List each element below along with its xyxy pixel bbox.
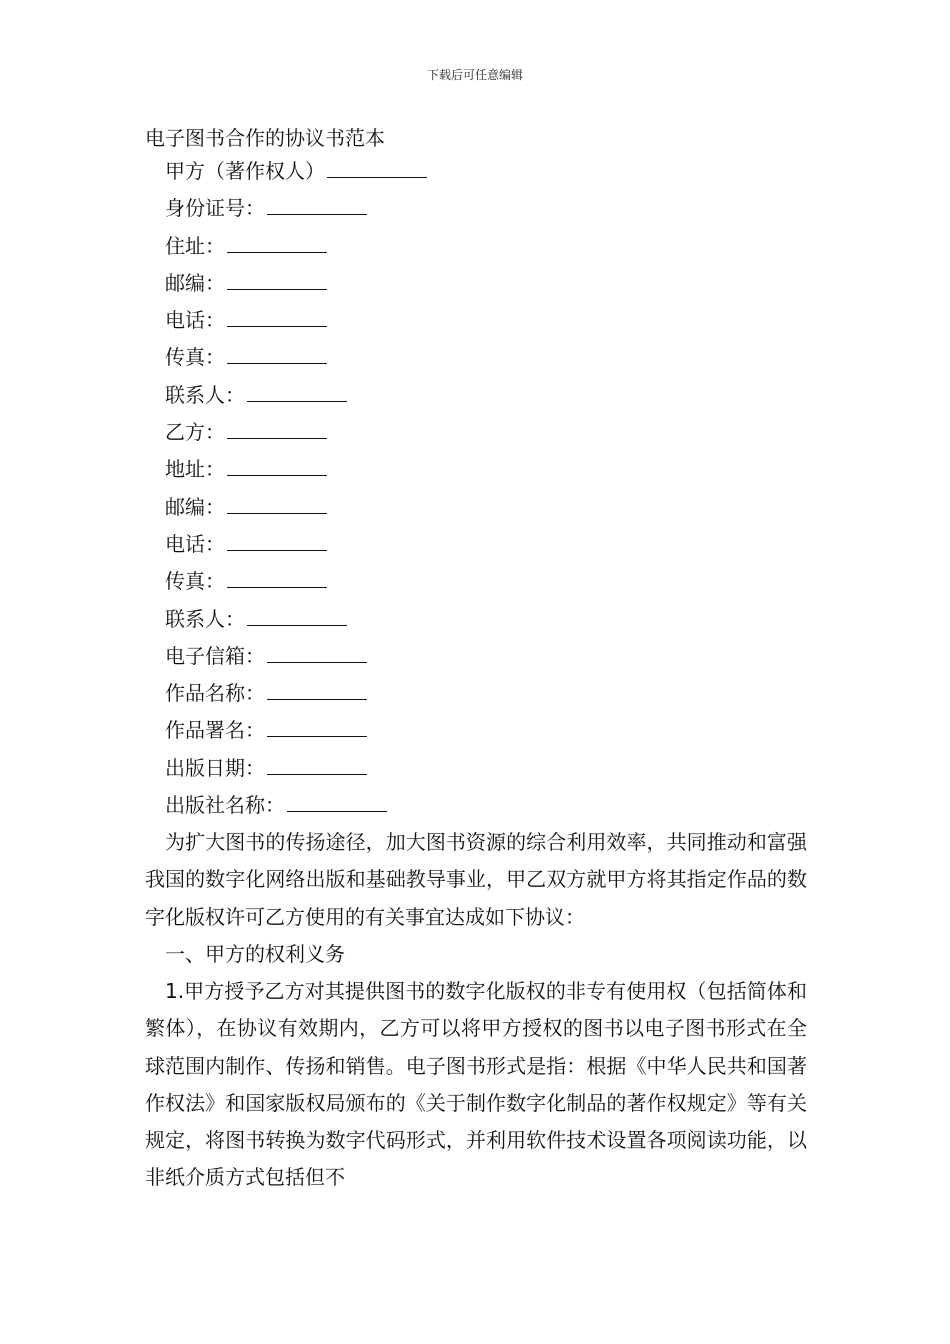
field-label: 邮编： — [165, 494, 225, 519]
fill-blank — [247, 381, 347, 402]
fill-blank — [267, 679, 367, 700]
field-label: 电话： — [165, 531, 225, 556]
field-label: 乙方： — [165, 420, 225, 445]
field-contact-b — [165, 605, 427, 642]
field-email — [165, 642, 427, 679]
fill-blank — [227, 269, 327, 290]
section-heading: 一、甲方的权利义务 — [165, 942, 345, 966]
field-id-number — [165, 194, 427, 231]
fill-blank — [227, 530, 327, 551]
field-label: 作品名称： — [165, 681, 265, 706]
field-label: 电话： — [165, 308, 225, 333]
fill-blank — [287, 791, 387, 812]
fill-blank — [267, 754, 367, 775]
fill-blank — [227, 418, 327, 439]
field-party-b — [165, 418, 427, 455]
fill-blank — [227, 343, 327, 364]
field-label: 电子信箱： — [165, 643, 265, 668]
fill-blank — [227, 455, 327, 476]
page-header: 下载后可任意编辑 — [426, 68, 523, 82]
field-label: 联系人： — [165, 606, 245, 631]
fill-blank — [227, 493, 327, 514]
intro-paragraph: 为扩大图书的传扬途径，加大图书资源的综合利用效率，共同推动和富强我国的数字化网络出版和基础教导事业，甲乙双方就甲方将其指定作品的数字化版权许可乙方使用的有关事宜达成如下协议： — [145, 830, 807, 929]
field-label: 作品署名： — [165, 718, 265, 743]
field-label: 传真： — [165, 345, 225, 370]
field-label: 邮编： — [165, 270, 225, 295]
field-fax-a — [165, 343, 427, 380]
party-info-fields — [165, 157, 427, 828]
fill-blank — [267, 716, 367, 737]
field-address-a — [165, 232, 427, 269]
field-work-title — [165, 679, 427, 716]
clause-paragraph: 1.甲方授予乙方对其提供图书的数字化版权的非专有使用权（包括简体和繁体），在协议有效期内，乙方可以将甲方授权的图书以电子图书形式在全球范围内制作、传扬和销售。电子图书形式是指：根据《中华人民共和国著作权法》和国家版权局颁布的《关于制作数字化制品的著作权规定》等有关规定，将图书转换为数字代码形式，并利用软件技术设置各项阅读功能，以非纸介质方式包括但不 — [145, 979, 807, 1190]
field-label: 身份证号： — [165, 196, 265, 221]
fill-blank — [227, 232, 327, 253]
field-label: 联系人： — [165, 382, 245, 407]
field-label: 地址： — [165, 457, 225, 482]
field-publisher — [165, 791, 427, 828]
field-phone-a — [165, 306, 427, 343]
fill-blank — [227, 306, 327, 327]
field-phone-b — [165, 530, 427, 567]
field-postcode-b — [165, 493, 427, 530]
fill-blank — [227, 567, 327, 588]
field-label: 甲方（著作权人） — [165, 159, 325, 183]
fill-blank — [247, 605, 347, 626]
fill-blank — [327, 157, 427, 178]
field-publish-date — [165, 754, 427, 791]
field-contact-a — [165, 381, 427, 418]
field-label: 住址： — [165, 233, 225, 258]
field-party-a — [165, 157, 427, 194]
field-label: 传真： — [165, 569, 225, 594]
document-title: 电子图书合作的协议书范本 — [145, 126, 385, 150]
field-work-author — [165, 716, 427, 753]
fill-blank — [267, 194, 367, 215]
field-label: 出版日期： — [165, 755, 265, 780]
field-label: 出版社名称： — [165, 793, 285, 818]
field-fax-b — [165, 567, 427, 604]
field-address-b — [165, 455, 427, 492]
fill-blank — [267, 642, 367, 663]
field-postcode-a — [165, 269, 427, 306]
